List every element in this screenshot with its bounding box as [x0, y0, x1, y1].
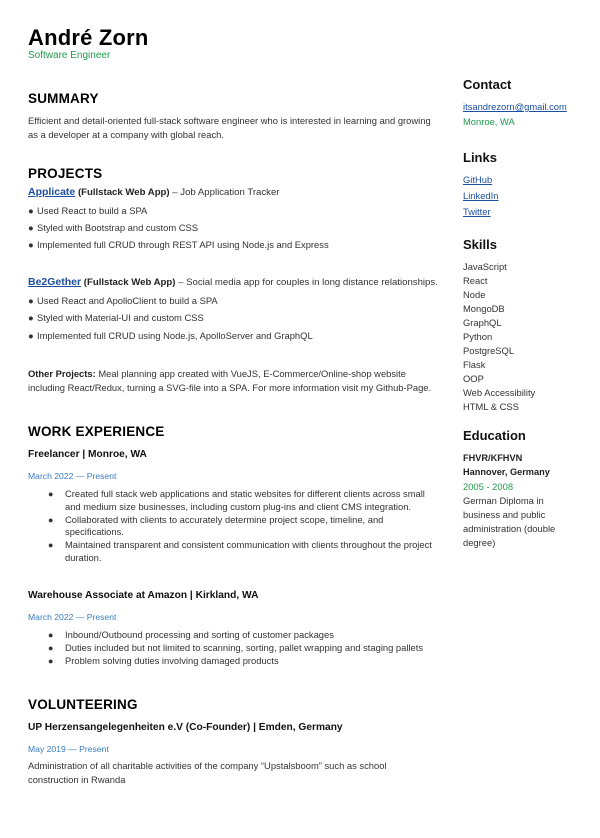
job-bullets: [48, 488, 440, 565]
project-title: [28, 186, 279, 198]
summary-text: Efficient and detail-oriented full-stack software engineer who is interested in learning and growing as a developer at a company with global reach.: [28, 115, 431, 140]
education-years: 2005 - 2008: [463, 481, 514, 492]
volunteer-text: Administration of all charitable activities of the company “Upstalsboom” such as school construction in Rwanda: [28, 760, 387, 785]
volunteering-heading: VOLUNTEERING: [28, 697, 138, 712]
education-city: Hannover, Germany: [463, 467, 550, 477]
education-school: FHVR/KFHVN: [463, 453, 523, 463]
links-heading: Links: [463, 150, 497, 165]
list-item: ● Maintained transparent and consistent communication with clients throughout the project duration.: [48, 539, 432, 563]
skill-item: JavaScript: [463, 261, 507, 272]
twitter-link[interactable]: Twitter: [463, 206, 491, 217]
projects-heading: PROJECTS: [28, 166, 103, 181]
project-title: [28, 276, 438, 288]
github-link[interactable]: GitHub: [463, 174, 493, 185]
list-item: ● Inbound/Outbound processing and sorting of customer packages: [48, 629, 334, 640]
list-item: ● Styled with Bootstrap and custom CSS: [28, 222, 199, 233]
education-heading: Education: [463, 428, 526, 443]
job-dates: March 2022 — Present: [28, 471, 117, 481]
project-desc: – Job Application Tracker: [169, 187, 280, 198]
other-projects-text: Meal planning app created with VueJS, E-Commerce/Online-shop website including React/Redux, turning a SVG-file into a SPA. For more information visit my Github-Page.: [28, 368, 432, 393]
summary-heading: SUMMARY: [28, 91, 99, 106]
list-item: ● Used React and ApolloClient to build a SPA: [28, 295, 218, 306]
skill-item: HTML & CSS: [463, 401, 519, 412]
education-degree: German Diploma in business and public administration (double degree): [463, 495, 556, 548]
list-item: ● Created full stack web applications and static websites for different clients across small and medium size businesses, including custom plug-ins and client CMS integration.: [48, 488, 425, 512]
job-title: Freelancer | Monroe, WA: [28, 449, 147, 460]
work-heading: WORK EXPERIENCE: [28, 424, 165, 439]
project-desc: – Social media app for couples in long distance relationships.: [175, 277, 438, 288]
list-item: ● Collaborated with clients to accurately determine project scope, timeline, and specifications.: [48, 513, 384, 537]
list-item: ● Duties included but not limited to scanning, sorting, pallet wrapping and staging pallets: [48, 642, 424, 653]
project-link-applicate[interactable]: Applicate: [28, 186, 76, 198]
contact-heading: Contact: [463, 77, 512, 92]
list-item: ● Used React to build a SPA: [28, 205, 148, 216]
skill-item: React: [463, 275, 488, 286]
volunteer-dates: May 2019 — Present: [28, 744, 109, 754]
skill-item: Flask: [463, 359, 486, 370]
job-dates: March 2022 — Present: [28, 612, 117, 622]
list-item: ● Problem solving duties involving damaged products: [48, 655, 279, 666]
skill-item: Web Accessibility: [463, 387, 536, 398]
linkedin-link[interactable]: LinkedIn: [463, 190, 499, 201]
email-link[interactable]: itsandrezorn@gmail.com: [463, 101, 567, 112]
skill-item: OOP: [463, 373, 484, 384]
project-link-be2gether[interactable]: Be2Gether: [28, 276, 82, 288]
other-projects: [28, 367, 436, 394]
project-type: (Fullstack Web App): [77, 187, 170, 198]
skill-item: PostgreSQL: [463, 345, 515, 356]
skill-item: Node: [463, 289, 486, 300]
skill-item: GraphQL: [463, 317, 502, 328]
job-title: Warehouse Associate at Amazon | Kirkland, WA: [28, 590, 259, 601]
list-item: ● Implemented full CRUD using Node.js, ApolloServer and GraphQL: [28, 330, 313, 341]
skill-item: MongoDB: [463, 303, 505, 314]
list-item: ● Implemented full CRUD through REST API using Node.js and Express: [28, 239, 329, 250]
other-projects-label: Other Projects:: [28, 368, 96, 379]
skills-heading: Skills: [463, 237, 497, 252]
list-item: ● Styled with Material-UI and custom CSS: [28, 312, 204, 323]
candidate-name: André Zorn: [28, 25, 149, 50]
contact-location: Monroe, WA: [463, 116, 515, 127]
candidate-title: Software Engineer: [28, 50, 111, 61]
volunteer-org: UP Herzensangelegenheiten e.V (Co-Founder) | Emden, Germany: [28, 722, 343, 733]
project-type: (Fullstack Web App): [83, 277, 176, 288]
job-bullets: [48, 629, 440, 668]
skill-item: Python: [463, 331, 493, 342]
